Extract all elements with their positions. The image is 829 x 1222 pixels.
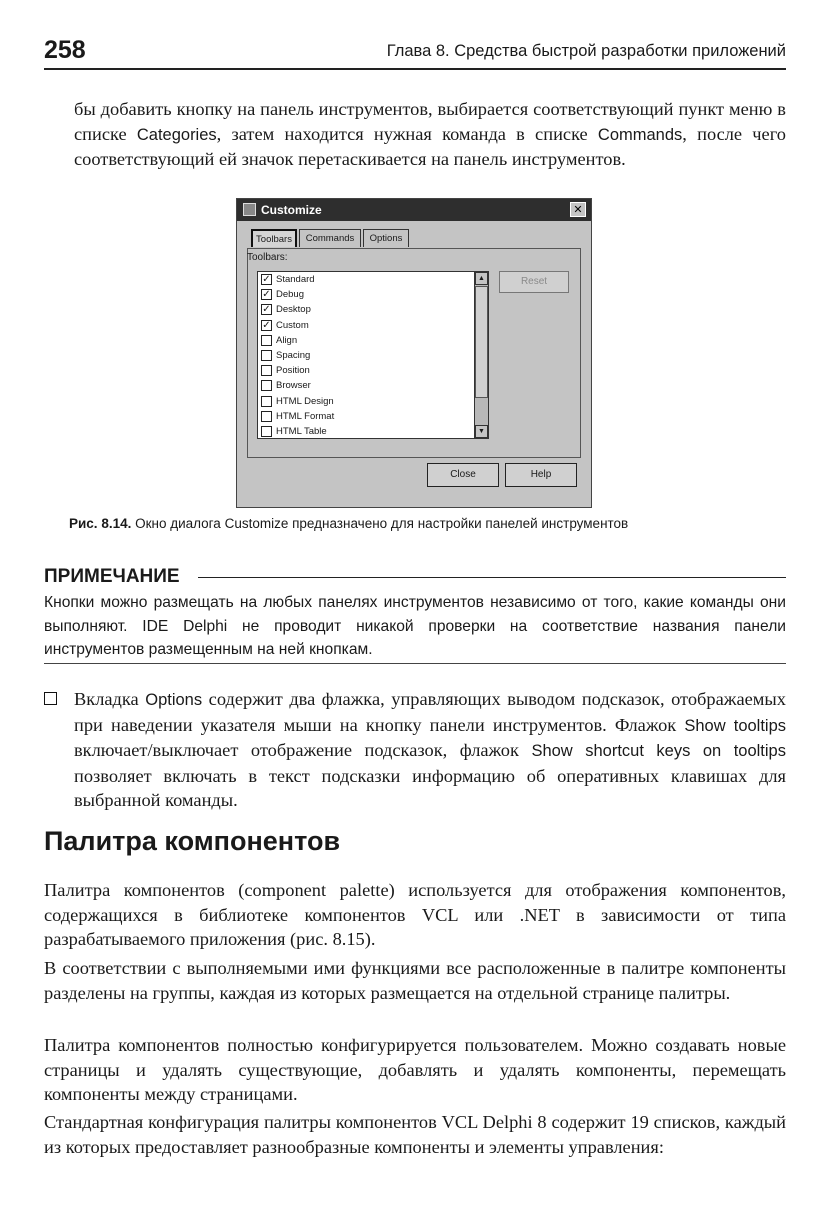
checkbox-unchecked-icon[interactable] [261, 411, 272, 422]
toolbar-item-label: Debug [276, 289, 304, 301]
toolbar-item-label: Standard [276, 274, 315, 285]
figure-caption-text: Окно диалога Customize предназначено для настройки панелей инструментов [131, 516, 629, 531]
reset-button[interactable]: Reset [499, 271, 569, 293]
toolbar-item-label: HTML Format [276, 410, 335, 422]
toolbar-list-item[interactable] [258, 378, 488, 393]
term-commands: Commands [597, 125, 683, 144]
toolbar-list-item[interactable] [258, 394, 488, 409]
term-categories: Categories [136, 125, 217, 144]
term-show-shortcut-keys: Show shortcut keys on tooltips [531, 742, 786, 760]
toolbar-item-label: Browser [276, 380, 311, 392]
toolbar-list-item[interactable] [258, 302, 488, 317]
checkbox-checked-icon[interactable]: ✓ [262, 289, 271, 301]
scroll-up-icon[interactable]: ▲ [475, 272, 488, 285]
running-head: Глава 8. Средства быстрой разработки приложений [386, 42, 786, 60]
intro-paragraph [74, 97, 786, 172]
intro-text-3: , после чего соответствующий ей значок перетаскивается на панель инструментов. [74, 123, 786, 169]
intro-text-2: , затем находится нужная команда в списке [216, 123, 598, 144]
checkbox-unchecked-icon[interactable] [261, 396, 272, 407]
dialog-title-bar [237, 199, 591, 221]
toolbars-listbox[interactable] [257, 271, 489, 439]
toolbar-item-label: Custom [276, 319, 309, 331]
toolbar-item-label: Position [276, 365, 310, 377]
checkbox-checked-icon[interactable]: ✓ [262, 319, 271, 331]
page-number: 258 [44, 36, 86, 64]
section-paragraph-3: Палитра компонентов полностью конфигурируется пользователем. Можно создавать новые страницы и удалять существующие, добавлять и удалять компоненты, перемещать компоненты между страницами. [44, 1035, 786, 1104]
toolbar-list-item[interactable] [258, 348, 488, 363]
bullet-square-icon [44, 692, 57, 705]
toolbar-list-item[interactable] [258, 272, 488, 287]
customize-dialog [236, 198, 592, 508]
bullet-text-4: позволяет включать в текст подсказки информацию об оперативных клавишах для выбранной команды. [74, 765, 786, 810]
toolbar-list-item[interactable] [258, 318, 488, 333]
vertical-scrollbar[interactable] [474, 272, 488, 438]
bullet-text-3: включает/выключает отображение подсказок, флажок [74, 740, 532, 760]
toolbars-list-items [258, 272, 488, 439]
note-bottom-rule [44, 663, 786, 664]
checkbox-checked-icon[interactable]: ✓ [262, 304, 271, 316]
toolbar-list-item[interactable] [258, 333, 488, 348]
toolbar-list-item[interactable] [258, 287, 488, 302]
section-paragraph-4: Стандартная конфигурация палитры компонентов VCL Delphi 8 содержит 19 списков, каждый из которых предоставляет разнообразные компоненты и элементы управления: [44, 1112, 786, 1157]
toolbars-label: Toolbars: [247, 252, 288, 263]
toolbar-item-label: Align [276, 334, 298, 346]
toolbar-item-label: HTML Table [276, 425, 327, 437]
term-show-tooltips: Show tooltips [684, 716, 787, 735]
intro-text-1: бы добавить кнопку на панель инструментов, выбирается соответствующий пункт меню в списке [74, 99, 786, 144]
close-button[interactable]: Close [427, 463, 499, 487]
bullet-text-2: содержит два флажка, управляющих выводом подсказок, отображаемых при наведении указателя мыши на кнопку панели инструментов. Флажок [74, 689, 786, 735]
help-button[interactable]: Help [505, 463, 577, 487]
checkbox-unchecked-icon[interactable] [261, 335, 272, 346]
scroll-thumb[interactable] [475, 286, 488, 398]
section-title: Палитра компонентов [44, 826, 341, 856]
note-top-rule [198, 577, 786, 578]
scroll-down-icon[interactable]: ▼ [475, 425, 488, 438]
toolbar-item-label: Desktop [276, 304, 311, 316]
section-paragraph-2: В соответствии с выполняемыми ими функциями все расположенные в палитре компоненты разделены на группы, каждая из которых размещается на отдельной странице палитры. [44, 958, 786, 1003]
checkbox-checked-icon[interactable]: ✓ [262, 274, 271, 285]
tab-commands[interactable]: Commands [299, 229, 361, 247]
close-icon[interactable]: ✕ [570, 202, 586, 217]
tab-toolbars[interactable]: Toolbars [251, 229, 297, 247]
section-paragraph-1: Палитра компонентов (component palette) используется для отображения компонентов, содержащихся в библиотеке компонентов VCL или .NET в зависимости от типа разрабатываемого приложения (рис. 8.15). [44, 880, 786, 949]
toolbar-list-item[interactable] [258, 424, 488, 439]
note-heading: ПРИМЕЧАНИЕ [44, 566, 180, 587]
toolbar-list-item[interactable] [258, 409, 488, 424]
bullet-paragraph [74, 687, 786, 813]
toolbar-item-label: HTML Design [276, 395, 334, 407]
checkbox-unchecked-icon[interactable] [261, 380, 272, 391]
app-icon [243, 203, 256, 216]
toolbar-item-label: Spacing [276, 349, 311, 361]
figure-label: Рис. 8.14. [69, 516, 132, 531]
dialog-title: Customize [261, 203, 322, 217]
bullet-text-1: Вкладка [74, 689, 146, 709]
tab-options[interactable]: Options [363, 229, 409, 247]
checkbox-unchecked-icon[interactable] [261, 365, 272, 376]
page-header [44, 36, 786, 70]
term-options: Options [145, 691, 203, 709]
checkbox-unchecked-icon[interactable] [261, 426, 272, 437]
checkbox-unchecked-icon[interactable] [261, 350, 272, 361]
note-text: Кнопки можно размещать на любых панелях инструментов независимо от того, какие команды они выполняют. IDE Delphi не проводит никакой проверки на соответствие названия панели инструментов размещенным на ней кнопкам. [44, 594, 786, 658]
toolbar-list-item[interactable] [258, 363, 488, 378]
figure-caption [69, 516, 628, 531]
